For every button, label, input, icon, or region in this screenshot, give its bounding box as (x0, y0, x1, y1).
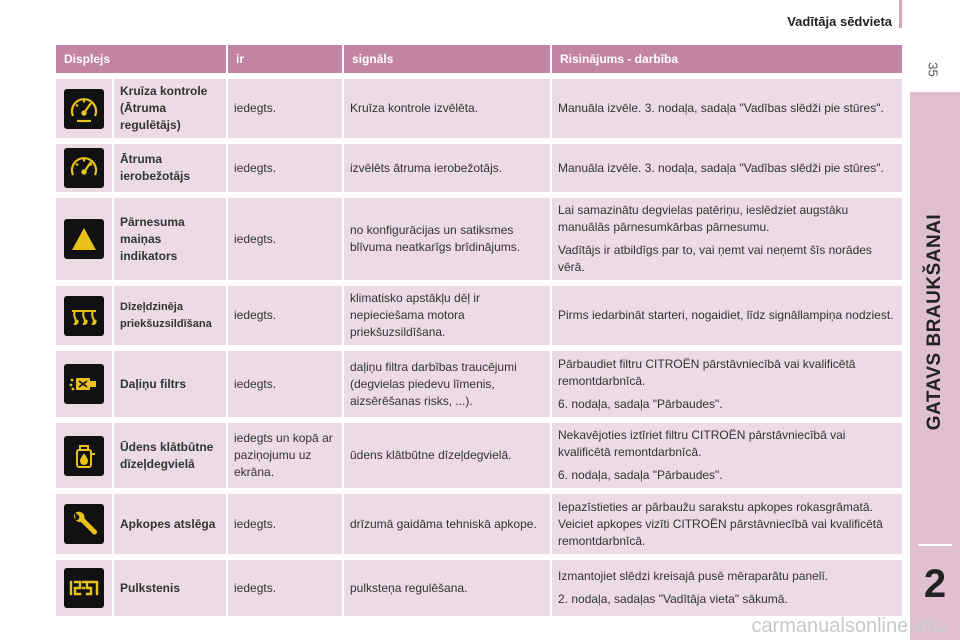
light-state: iedegts. (228, 488, 344, 554)
table-row (56, 417, 902, 488)
table-row (56, 280, 902, 345)
chapter-number: 2 (923, 562, 947, 606)
table-row (56, 345, 902, 417)
light-resolution (552, 417, 902, 488)
light-state: iedegts. (228, 554, 344, 616)
light-state: iedegts. (228, 138, 344, 192)
resolution-text: Izmantojiet slēdzi kreisajā pusē mēraparātu panelī. (558, 569, 829, 583)
section-title: Vadītāja sēdvieta (787, 14, 892, 29)
light-name: Pulkstenis (114, 554, 228, 616)
resolution-text: Iepazīstieties ar pārbaužu sarakstu apkopes rokasgrāmatā. Veiciet apkopes vizīti CITROËN pārstāvniecībā vai kvalificētā remontdarbnīcā. (558, 499, 883, 548)
light-name: Ātruma ierobežotājs (114, 138, 228, 192)
particle-filter-icon (64, 364, 104, 404)
resolution-text: Vadītājs ir atbildīgs par to, vai ņemt vai neņemt šīs norādes vērā. (558, 243, 872, 274)
light-resolution (552, 192, 902, 280)
column-header-state: ir (228, 45, 344, 73)
light-state: iedegts un kopā ar paziņojumu uz ekrāna. (228, 417, 344, 488)
table-row (56, 73, 902, 138)
resolution-text: Pirms iedarbināt starteri, nogaidiet, līdz signāllampiņa nodziest. (558, 308, 894, 322)
watermark: carmanualsonline.info (751, 615, 946, 637)
table-row (56, 138, 902, 192)
light-name: Daļiņu filtrs (114, 345, 228, 417)
chapter-side-tab (910, 92, 960, 640)
chapter-title (910, 92, 960, 552)
light-resolution (552, 73, 902, 138)
clock-display-icon (64, 568, 104, 608)
icon-cell (56, 280, 114, 345)
resolution-text: Nekavējoties iztīriet filtru CITROËN pārstāvniecībā vai kvalificētā remontdarbnīcā. (558, 428, 846, 459)
wrench-icon (64, 504, 104, 544)
resolution-text: Pārbaudiet filtru CITROËN pārstāvniecībā vai kvalificētā remontdarbnīcā. (558, 356, 856, 388)
chapter-title-text: GATAVS BRAUKŠANAI (924, 213, 946, 431)
light-signal: drīzumā gaidāma tehniskā apkope. (344, 488, 552, 554)
icon-cell (56, 554, 114, 616)
resolution-text: 6. nodaļa, sadaļa "Pārbaudes". (558, 468, 723, 482)
table-row (56, 488, 902, 554)
cruise-control-icon (64, 89, 104, 129)
light-state: iedegts. (228, 345, 344, 417)
column-header-signal: signāls (344, 45, 552, 73)
light-signal: izvēlēts ātruma ierobežotājs. (344, 138, 552, 192)
icon-cell (56, 138, 114, 192)
light-name: Ūdens klātbūtne dīzeļdegvielā (114, 417, 228, 488)
light-signal: Kruīza kontrole izvēlēta. (344, 73, 552, 138)
table-row (56, 554, 902, 616)
warning-lights-table (56, 45, 902, 616)
light-signal: daļiņu filtra darbības traucējumi (degvielas piedevu līmenis, aizsērēšanas risks, ...). (344, 345, 552, 417)
light-resolution (552, 345, 902, 417)
icon-cell (56, 488, 114, 554)
water-in-diesel-icon (64, 436, 104, 476)
light-resolution (552, 488, 902, 554)
light-name: Kruīza kontrole (Ātruma regulētājs) (114, 73, 228, 138)
table-header-row (56, 45, 902, 73)
page-number: 35 (925, 62, 941, 77)
header-rule (899, 0, 902, 28)
gear-shift-indicator-icon (64, 219, 104, 259)
light-signal: ūdens klātbūtne dīzeļdegvielā. (344, 417, 552, 488)
column-header-resolution: Risinājums - darbība (552, 45, 902, 73)
resolution-text: 2. nodaļa, sadaļas "Vadītāja vieta" sākumā. (558, 592, 788, 606)
light-name: Apkopes atslēga (114, 488, 228, 554)
resolution-text: Manuāla izvēle. 3. nodaļa, sadaļa "Vadības slēdži pie stūres". (558, 160, 884, 175)
light-name: Pārnesuma maiņas indikators (114, 192, 228, 280)
light-state: iedegts. (228, 73, 344, 138)
light-resolution (552, 138, 902, 192)
speed-limiter-icon (64, 148, 104, 188)
column-header-display: Displejs (56, 45, 228, 73)
resolution-text: 6. nodaļa, sadaļa "Pārbaudes". (558, 396, 723, 411)
light-signal: no konfigurācijas un satiksmes blīvuma neatkarīgs brīdinājums. (344, 192, 552, 280)
light-name: Dīzeļdzinēja priekšuzsildīšana (114, 280, 228, 345)
chapter-divider (918, 544, 952, 546)
light-resolution (552, 554, 902, 616)
resolution-text: Manuāla izvēle. 3. nodaļa, sadaļa "Vadības slēdži pie stūres". (558, 101, 884, 115)
light-state: iedegts. (228, 280, 344, 345)
light-signal: klimatisko apstākļu dēļ ir nepieciešama motora priekšuzsildīšana. (344, 280, 552, 345)
light-state: iedegts. (228, 192, 344, 280)
resolution-text: Lai samazinātu degvielas patēriņu, ieslēdziet augstāku manuālās pārnesumkārbas pārnesumu. (558, 203, 849, 234)
icon-cell (56, 345, 114, 417)
light-resolution (552, 280, 902, 345)
table-row (56, 192, 902, 280)
glow-plug-icon (64, 296, 104, 336)
icon-cell (56, 73, 114, 138)
icon-cell (56, 417, 114, 488)
icon-cell (56, 192, 114, 280)
light-signal: pulksteņa regulēšana. (344, 554, 552, 616)
